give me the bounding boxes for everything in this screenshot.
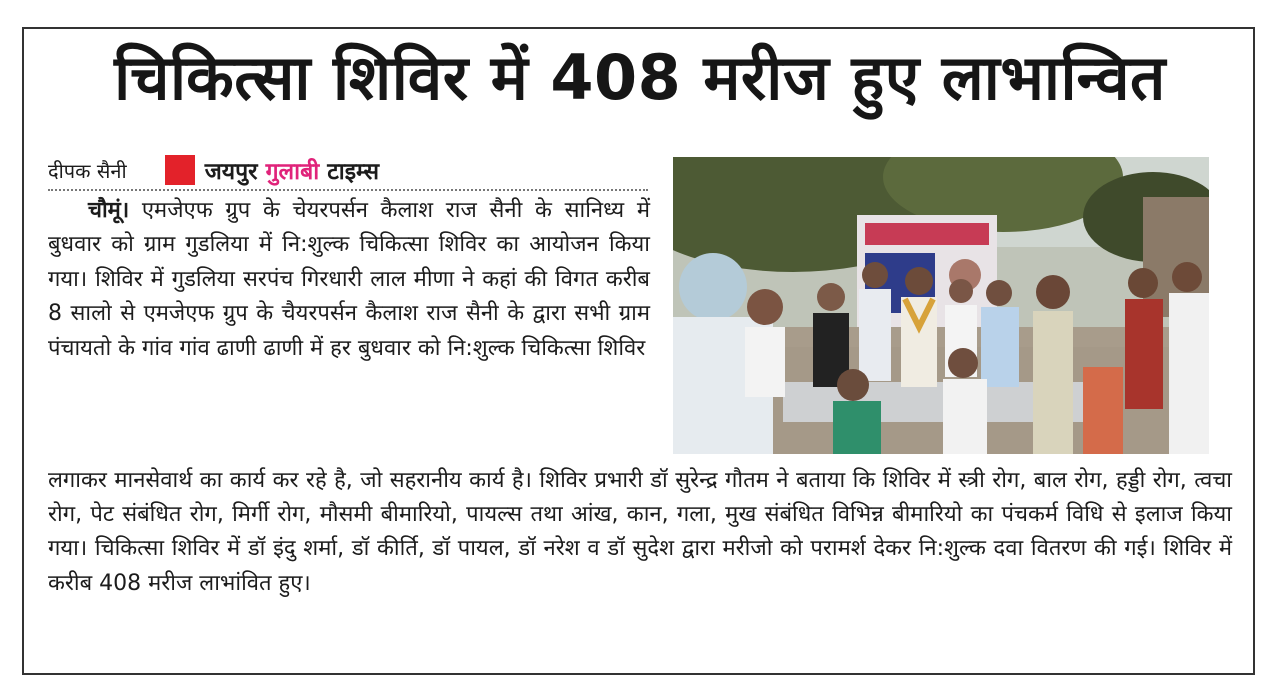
- logo-square-icon: [165, 155, 195, 185]
- article-body-bottom: लगाकर मानसेवार्थ का कार्य कर रहे है, जो सहरानीय कार्य है। शिविर प्रभारी डॉ सुरेन्द्र गौतम ने बताया कि शिविर में स्त्री रोग, बाल रोग, हड्डी रोग, त्वचा रोग, पेट संबंधित रोग, मिर्गी रोग, मौसमी बीमारियो, पायल्स तथा आंख, कान, गला, मुख संबंधित विभिन्न बीमारियो का पंचकर्म विधि से इलाज किया गया। चिकित्सा शिविर में डॉ इंदु शर्मा, डॉ कीर्ति, डॉ पायल, डॉ नरेश व डॉ सुदेश द्वारा मरीजो को परामर्श देकर नि:शुल्क दवा वितरण की गई। शिविर में करीब 408 मरीज लाभांवित हुए।: [48, 468, 1232, 596]
- dateline: चौमूं।: [88, 198, 130, 223]
- article-photo: [673, 157, 1209, 454]
- body-text-top: एमजेएफ ग्रुप के चेयरपर्सन कैलाश राज सैनी के सानिध्य में बुधवार को ग्राम गुडलिया में नि:शुल्क चिकित्सा शिविर का आयोजन किया गया। शिविर में गुडलिया सरपंच गिरधारी लाल मीणा ने कहां की विगत करीब 8 सालो से एमजेएफ ग्रुप के चैयरपर्सन कैलाश राज सैनी के द्वारा सभी ग्राम पंचायतो के गांव गांव ढाणी ढाणी में हर बुधवार को नि:शुल्क चिकित्सा शिविर: [48, 198, 650, 361]
- publication-name-part2: टाइम्स: [327, 159, 380, 185]
- author-name: दीपक सैनी: [48, 158, 127, 183]
- byline-divider: [48, 189, 648, 191]
- publication-name-accent: गुलाबी: [265, 159, 320, 185]
- photo-illustration: [673, 157, 1209, 454]
- publication-name-part1: जयपुर: [204, 159, 258, 185]
- article-body-top: [48, 194, 650, 366]
- publication-logo: [165, 154, 379, 186]
- byline: [48, 150, 648, 190]
- publication-name: [205, 154, 379, 186]
- headline: चिकित्सा शिविर में 408 मरीज हुए लाभान्वित: [114, 41, 1166, 114]
